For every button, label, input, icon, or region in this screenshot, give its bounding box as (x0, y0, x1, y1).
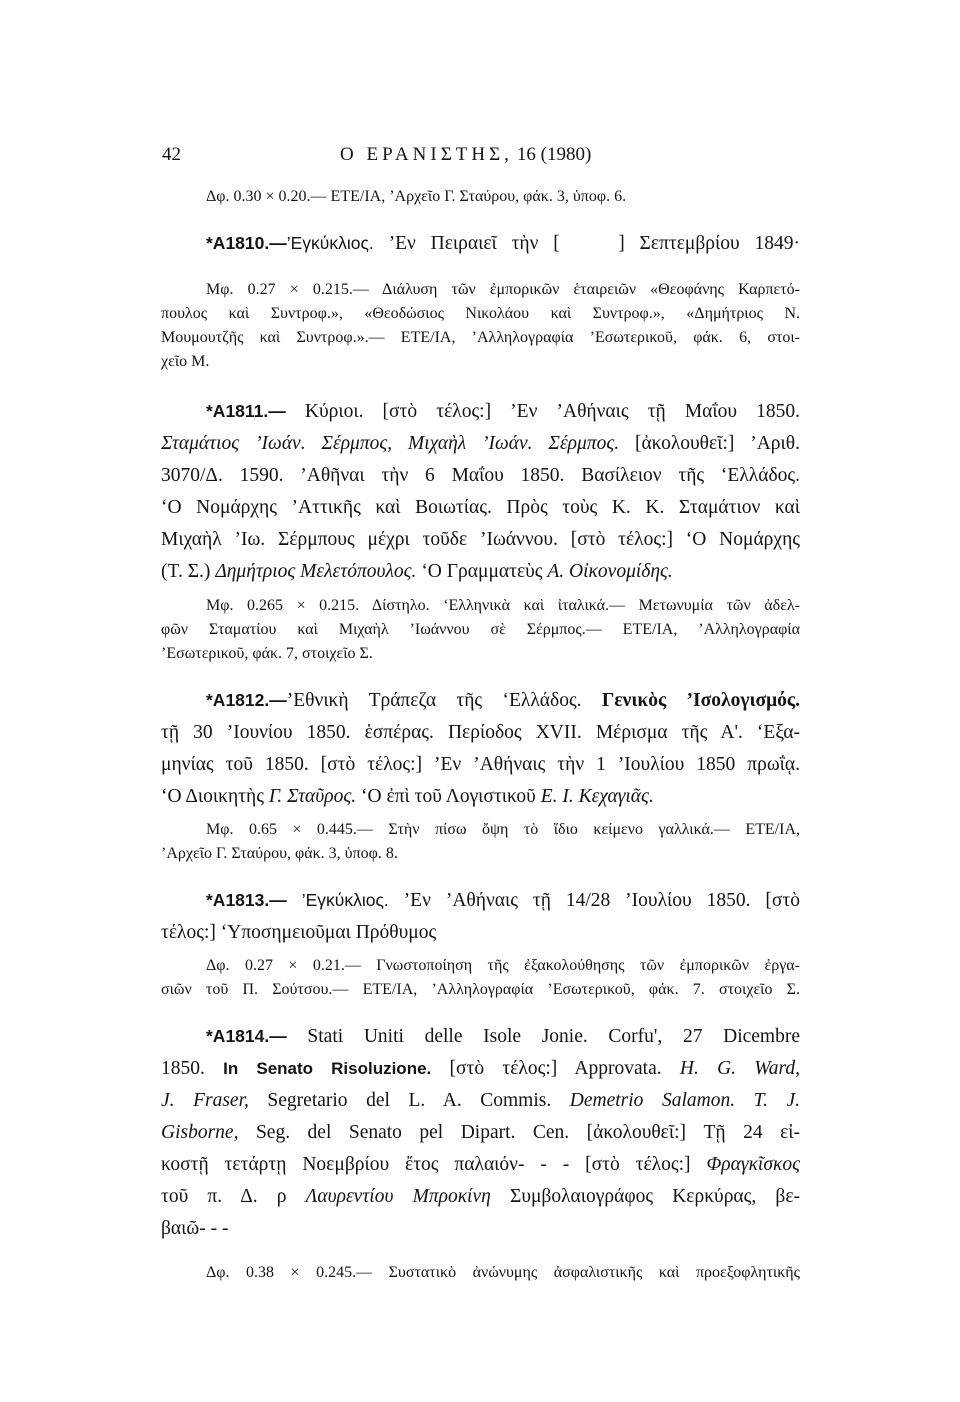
text-segment: κοστῇ τετάρτῃ Νοεμβρίου ἔτος παλαιόν- - - [στὸ τέλος:] (161, 1154, 707, 1175)
entry-text-line (161, 1213, 800, 1245)
entry-number: *A1810.— (206, 233, 287, 253)
entry-text-line (161, 781, 800, 813)
signatory-name: Gisborne, (161, 1122, 239, 1143)
text-segment: ’Εσωτερικοῦ, φάκ. 7, στοιχεῖο Σ. (161, 645, 373, 662)
text-segment: Κύριοι. [στὸ τέλος:] ’Εν ’Αθήναις τῇ Μαΐου 1850. (285, 401, 800, 422)
note-line (161, 185, 800, 209)
note-line (161, 278, 800, 302)
text-segment: ’Εν ’Αθήναις τῇ 14/28 ’Ιουλίου 1850. [στὸ (388, 890, 800, 911)
signatory-name: Α. Οἰκονομίδης. (547, 561, 673, 582)
text-segment: Stati Uniti delle Isole Jonie. Corfu', 27 Dicembre (286, 1026, 800, 1047)
catalog-entry-a1811-note (161, 594, 800, 666)
document-type: ’Εγκύκλιος. (286, 233, 374, 253)
entry-text-line (161, 428, 800, 460)
note-line (161, 842, 800, 866)
text-segment: Segretario del L. A. Commis. (248, 1090, 570, 1111)
signatory-name: Ε. Ι. Κεχαγιᾶς. (540, 786, 654, 807)
text-segment: Δφ. 0.38 × 0.245.— Συστατικὸ ἀνώνυμης ἀσφαλιστικῆς καὶ προεξοφλητικῆς (206, 1264, 800, 1281)
text-segment: Μιχαὴλ ’Ιω. Σέρμπους μέχρι τοῦδε ’Ιωάννου. [στὸ τέλος:] ‘Ο Νομάρχης (161, 529, 800, 550)
catalog-entry-a1813-note (161, 954, 800, 1002)
entry-text-line (161, 884, 800, 917)
text-segment: πουλος καὶ Συντροφ.», «Θεοδώσιος Νικολάου καὶ Συντροφ.», «Δημήτριος Ν. (161, 305, 800, 322)
signatory-name: Δημήτριος Μελετόπουλος. (215, 561, 417, 582)
entry-text-line (161, 460, 800, 492)
entry-number: *A1813.— (206, 890, 287, 910)
text-segment: Μφ. 0.265 × 0.215. Δίστηλο. ‘Ελληνικὰ καὶ ἰταλικά.— Μετωνυμία τῶν ἀδελ- (206, 597, 800, 614)
note-line (161, 618, 800, 642)
signatory-name: J. Fraser, (161, 1090, 249, 1111)
text-segment: σιῶν τοῦ Π. Σούτσου.— ΕΤΕ/ΙΑ, ’Αλληλογραφία ’Εσωτερικοῦ, φάκ. 7. στοιχεῖο Σ. (161, 981, 800, 998)
catalog-entry-a1814-note (161, 1261, 800, 1285)
note-line (161, 326, 800, 350)
note-line (161, 1261, 800, 1285)
signatory-name: Γ. Σταῦρος. (268, 786, 357, 807)
note-line (161, 302, 800, 326)
text-segment: τῇ 30 ’Ιουνίου 1850. ἑσπέρας. Περίοδος XVII. Μέρισμα τῆς Α'. ‘Εξα- (161, 722, 800, 743)
note-line (161, 594, 800, 618)
catalog-entry-a1812-text (161, 684, 800, 813)
text-segment: ‘Ο Γραμματεὺς (416, 561, 548, 582)
entry-text-line (161, 749, 800, 781)
signatory-name: Φραγκῖσκος (706, 1154, 800, 1175)
text-segment: ’Αρχεῖο Γ. Σταύρου, φάκ. 3, ὑποφ. 8. (161, 845, 398, 862)
journal-title: Ο ΕΡΑΝΙΣΤΗΣ, (340, 144, 513, 165)
entry-text-line (161, 1020, 800, 1053)
entry-text-line (161, 917, 800, 949)
document-type: ’Εγκύκλιος. (301, 890, 389, 910)
note-line (161, 954, 800, 978)
catalog-entry-a1813-text (161, 884, 800, 949)
entry-number: *A1811.— (206, 401, 286, 421)
entry-text-line (161, 1053, 800, 1085)
text-segment: ‘Ο ἐπὶ τοῦ Λογιστικοῦ (356, 786, 541, 807)
text-segment: Μφ. 0.27 × 0.215.— Διάλυση τῶν ἐμπορικῶν ἑταιρειῶν «Θεοφάνης Καρπετό- (206, 281, 800, 298)
text-segment: Μφ. 0.65 × 0.445.— Στὴν πίσω ὄψη τὸ ἴδιο κείμενο γαλλικά.— ΕΤΕ/ΙΑ, (206, 821, 800, 838)
text-segment: [ἀκολουθεῖ:] ’Αριθ. (619, 433, 800, 454)
signatory-name: Λαυρεντίου Μπροκίνη (305, 1186, 491, 1207)
continued-description-note (161, 185, 800, 209)
text-segment: τοῦ π. Δ. ρ (161, 1186, 306, 1207)
text-segment: Seg. del Senato pel Dipart. Cen. [ἀκολουθεῖ:] Τῇ 24 εἰ- (238, 1122, 800, 1143)
bold-heading: Γενικὸς ’Ισολογισμός. (601, 690, 800, 711)
entry-text-line (161, 395, 800, 428)
signatory-name: H. G. Ward, (679, 1058, 801, 1079)
text-segment: [στὸ τέλος:] Approvata. (431, 1058, 680, 1079)
text-segment: ’Εν Πειραιεῖ τὴν [ ] Σεπτεμβρίου 1849· (373, 233, 800, 254)
catalog-entry-a1810-note (161, 278, 800, 374)
italic-names: Σταμάτιος ’Ιωάν. Σέρμπος, Μιχαὴλ ’Ιωάν. Σέρμπος. (161, 433, 620, 454)
entry-text-line (161, 227, 800, 260)
text-segment: χεῖο Μ. (161, 353, 210, 370)
bold-heading: In Senato Risoluzione. (223, 1059, 432, 1078)
text-segment: μηνίας τοῦ 1850. [στὸ τέλος:] ’Εν ’Αθήναις τὴν 1 ’Ιουλίου 1850 πρωΐᾳ. (161, 754, 800, 775)
text-segment: 3070/Δ. 1590. ’Αθῆναι τὴν 6 Μαΐου 1850. Βασίλειον τῆς ‘Ελλάδος. (161, 465, 800, 486)
text-segment (287, 890, 302, 911)
note-line (161, 818, 800, 842)
entry-text-line (161, 556, 800, 588)
entry-text-line (161, 1117, 800, 1149)
text-segment: φῶν Σταματίου καὶ Μιχαὴλ ’Ιωάννου σὲ Σέρμπος.— ΕΤΕ/ΙΑ, ’Αλληλογραφία (161, 621, 800, 638)
text-segment: Δφ. 0.27 × 0.21.— Γνωστοποίηση τῆς ἐξακολούθησης τῶν ἐμπορικῶν ἐργα- (206, 957, 800, 974)
page-number: 42 (162, 144, 181, 165)
text-segment: τέλος:] ‘Υποσημειοῦμαι Πρόθυμος (161, 922, 437, 943)
entry-text-line (161, 492, 800, 524)
note-line (161, 978, 800, 1002)
text-segment: (Τ. Σ.) (161, 561, 216, 582)
note-line (161, 642, 800, 666)
entry-number: *A1814.— (206, 1026, 287, 1046)
text-segment: βαιῶ- - - (161, 1218, 229, 1239)
text-segment: ‘Ο Νομάρχης ’Αττικῆς καὶ Βοιωτίας. Πρὸς τοὺς Κ. Κ. Σταμάτιον καὶ (161, 497, 800, 518)
catalog-entry-a1812-note (161, 818, 800, 866)
journal-issue: 16 (1980) (516, 144, 592, 165)
catalog-entry-a1814-text (161, 1020, 800, 1245)
entry-text-line (161, 1181, 800, 1213)
text-segment: Συμβολαιογράφος Κερκύρας, βε- (490, 1186, 800, 1207)
text-segment: 1850. (161, 1058, 224, 1079)
entry-text-line (161, 524, 800, 556)
text-segment: ‘Ο Διοικητὴς (161, 786, 269, 807)
entry-number: *A1812.— (206, 690, 287, 710)
entry-text-line (161, 684, 800, 717)
catalog-entry-a1811-text (161, 395, 800, 588)
text-segment: ’Εθνικὴ Τράπεζα τῆς ‘Ελλάδος. (286, 690, 602, 711)
text-segment: Μουμουτζῆς καὶ Συντροφ.».— ΕΤΕ/ΙΑ, ’Αλληλογραφία ’Εσωτερικοῦ, φάκ. 6, στοι- (161, 329, 800, 346)
entry-text-line (161, 1149, 800, 1181)
catalog-entry-a1810-text (161, 227, 800, 260)
entry-text-line (161, 717, 800, 749)
running-title (340, 142, 591, 168)
entry-text-line (161, 1085, 800, 1117)
note-line (161, 350, 800, 374)
text-segment: Δφ. 0.30 × 0.20.— ΕΤΕ/ΙΑ, ’Αρχεῖο Γ. Σταύρου, φάκ. 3, ὑποφ. 6. (206, 188, 627, 205)
signatory-name: Demetrio Salamon. T. J. (569, 1090, 800, 1111)
